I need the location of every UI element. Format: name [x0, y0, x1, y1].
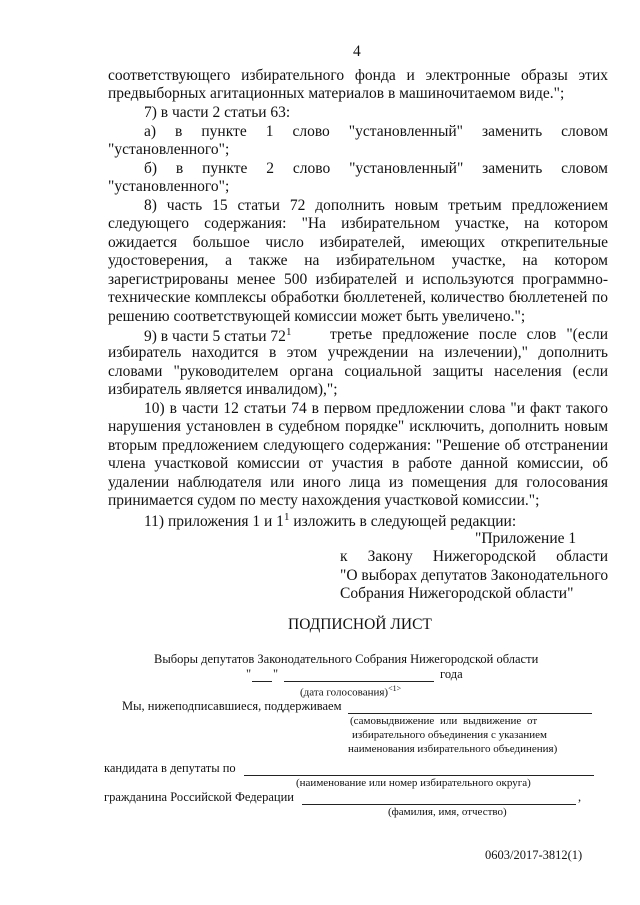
nomination-hint: наименования избирательного объединения) — [348, 743, 558, 755]
body-line: предвыборных агитационных материалов в машиночитаемом виде."; — [108, 85, 565, 102]
document-code: 0603/2017-3812(1) — [485, 848, 583, 862]
body-line: зарегистрированы менее 500 избирателей и используются программно- — [108, 271, 608, 288]
body-line — [144, 511, 516, 531]
appendix-header-line: к Закону Нижегородской области — [340, 548, 608, 565]
we-support-label: Мы, нижеподписавшиеся, поддерживаем — [122, 699, 342, 713]
body-line: соответствующего избирательного фонда и электронные образы этих — [108, 67, 608, 84]
body-line: следующего содержания: "На избирательном участке, на котором — [108, 215, 608, 232]
date-quote-open: " — [246, 667, 252, 681]
body-line: ожидается большое число избирателей, имеющих открепительные — [108, 234, 608, 251]
appendix-header-line: "Приложение 1 — [475, 530, 577, 547]
citizen-label: гражданина Российской Федерации — [104, 790, 294, 804]
body-line: словами "руководителем органа социальной защиты населения (если — [108, 363, 608, 380]
date-hint-sup: <1> — [388, 684, 402, 693]
body-line: 8) часть 15 статьи 72 дополнить новым третьим предложением — [144, 197, 608, 214]
appendix-header-line: "О выборах депутатов Законодательного — [340, 567, 609, 584]
form-title: ПОДПИСНОЙ ЛИСТ — [288, 616, 432, 633]
body-line: "установленного"; — [108, 178, 230, 195]
citizen-end: , — [578, 790, 582, 804]
nomination-hint: избирательного объединения с указанием — [352, 729, 548, 741]
year-label: года — [440, 667, 463, 681]
superscript: 1 — [283, 511, 290, 523]
page-number: 4 — [353, 43, 361, 60]
body-line-text: изложить в следующей редакции: — [293, 513, 517, 531]
full-name-field[interactable] — [302, 804, 576, 805]
body-line: удалении наблюдателя или иного лица из помещения для голосования — [108, 474, 608, 491]
body-line: избиратель находится в этом учреждении на излечении)," дополнить — [108, 344, 608, 361]
date-quote-close: " — [273, 667, 279, 681]
body-line: избиратель является инвалидом),"; — [108, 381, 338, 398]
name-hint: (фамилия, имя, отчество) — [388, 806, 507, 818]
nomination-field[interactable] — [348, 713, 592, 714]
superscript: 1 — [285, 326, 292, 338]
date-month-year-field[interactable] — [284, 681, 434, 682]
body-line: члена участковой комиссии от участия в работе данной комиссии, об — [108, 455, 608, 472]
date-day-field[interactable] — [252, 681, 272, 682]
body-line-text: 9) в части 5 статьи 72 — [144, 328, 286, 346]
body-line: удостоверения, а также на избирательном участке, на котором — [108, 252, 608, 269]
election-name: Выборы депутатов Законодательного Собрания Нижегородской области — [154, 652, 539, 666]
date-hint-text: (дата голосования) — [300, 686, 389, 699]
body-line: 10) в части 12 статьи 74 в первом предложении слова "и факт такого — [144, 400, 608, 417]
body-line: технические комплексы обработки бюллетеней, количество бюллетеней по — [108, 289, 608, 306]
nomination-hint: (самовыдвижение или выдвижение от — [350, 715, 538, 727]
body-line: нарушения установлен в судебном порядке" исключить, дополнить новым — [108, 418, 608, 435]
body-line: а) в пункте 1 слово "установленный" заменить словом — [144, 123, 608, 140]
body-line-text: 11) приложения 1 и 1 — [144, 513, 284, 531]
body-line: "установленного"; — [108, 141, 230, 158]
candidate-label: кандидата в депутаты по — [104, 761, 236, 775]
body-line: принимается судом по месту нахождения участковой комиссии."; — [108, 492, 540, 509]
body-line: решению соответствующей комиссии может быть увеличено."; — [108, 308, 526, 325]
date-hint — [300, 684, 401, 699]
body-line: 7) в части 2 статьи 63: — [144, 104, 291, 121]
district-field[interactable] — [244, 775, 594, 776]
appendix-header-line: Собрания Нижегородской области" — [340, 585, 574, 602]
body-line: б) в пункте 2 слово "установленный" заменить словом — [144, 160, 608, 177]
district-hint: (наименование или номер избирательного округа) — [296, 777, 531, 789]
body-line: вторым предложением следующего содержания: "Решение об отстранении — [108, 437, 608, 454]
body-line: третье предложение после слов "(если — [330, 326, 608, 343]
